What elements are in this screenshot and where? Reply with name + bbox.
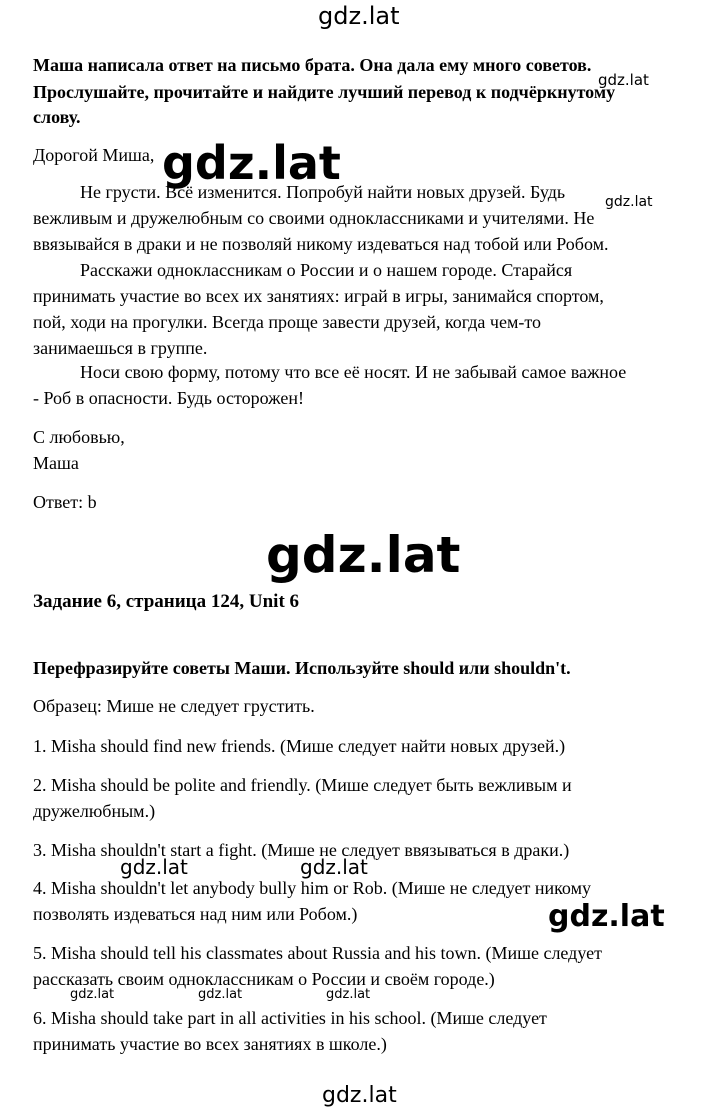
watermark-mid-1: gdz.lat	[120, 855, 188, 879]
letter-p2-line-3: пой, ходи на прогулки. Всегда проще завести друзей, когда чем-то	[33, 312, 541, 332]
watermark-small-5: gdz.lat	[326, 987, 371, 1002]
task-intro-line-3: слову.	[33, 107, 81, 127]
item-6-line-2: принимать участие во всех занятиях в школе.)	[33, 1034, 387, 1054]
watermark-mid-2: gdz.lat	[300, 855, 368, 879]
item-6-line-1: 6. Misha should take part in all activities in his school. (Мише следует	[33, 1008, 547, 1028]
item-2-line-2: дружелюбным.)	[33, 801, 156, 821]
answer-text: Ответ: b	[33, 492, 97, 512]
item-4-line-2: позволять издеваться над ним или Робом.)	[33, 904, 358, 924]
item-5-line-1: 5. Misha should tell his classmates about Russia and his town. (Мише следует	[33, 943, 602, 963]
letter-p3-line-1: Носи свою форму, потому что все её носят. И не забывай самое важное	[80, 362, 627, 382]
letter-p2-line-4: занимаешься в группе.	[33, 338, 208, 358]
letter-p1-line-1: Не грусти. Всё изменится. Попробуй найти новых друзей. Будь	[80, 182, 566, 202]
item-2-line-1: 2. Misha should be polite and friendly. (Мише следует быть вежливым и	[33, 775, 572, 795]
watermark-big-right: gdz.lat	[548, 899, 665, 934]
letter-greeting: Дорогой Миша,	[33, 145, 155, 165]
section-title: Задание 6, страница 124, Unit 6	[33, 591, 300, 612]
letter-p2-line-1: Расскажи одноклассникам о России и о нашем городе. Старайся	[80, 260, 573, 280]
watermark-big-center: gdz.lat	[266, 526, 461, 584]
watermark-bottom: gdz.lat	[322, 1083, 397, 1108]
letter-signature: Маша	[33, 453, 79, 473]
letter-p3-line-2: - Роб в опасности. Будь осторожен!	[33, 388, 304, 408]
item-1-line-1: 1. Misha should find new friends. (Мише следует найти новых друзей.)	[33, 736, 566, 756]
watermark-big-1: gdz.lat	[162, 136, 341, 190]
item-5-line-2: рассказать своим одноклассникам о России и своём городе.)	[33, 969, 495, 989]
watermark-top: gdz.lat	[318, 2, 400, 30]
item-4-line-1: 4. Misha shouldn't let anybody bully him or Rob. (Мише не следует никому	[33, 878, 591, 898]
task-intro-line-2: Прослушайте, прочитайте и найдите лучший перевод к подчёркнутому	[33, 82, 616, 102]
watermark-small-3: gdz.lat	[70, 987, 115, 1002]
watermark-small-4: gdz.lat	[198, 987, 243, 1002]
example-text: Образец: Мише не следует грустить.	[33, 696, 315, 716]
task2-instruction: Перефразируйте советы Маши. Используйте should или shouldn't.	[33, 658, 571, 678]
watermark-small-1: gdz.lat	[598, 71, 649, 89]
letter-p1-line-2: вежливым и дружелюбным со своими одноклассниками и учителями. Не	[33, 208, 595, 228]
item-3-line-1: 3. Misha shouldn't start a fight. (Мише не следует ввязываться в драки.)	[33, 840, 570, 860]
task-intro-line-1: Маша написала ответ на письмо брата. Она дала ему много советов.	[33, 55, 592, 75]
letter-closing: С любовью,	[33, 427, 125, 447]
letter-p1-line-3: ввязывайся в драки и не позволяй никому издеваться над тобой или Робом.	[33, 234, 609, 254]
watermark-small-2: gdz.lat	[605, 194, 653, 210]
letter-p2-line-2: принимать участие во всех их занятиях: играй в игры, занимайся спортом,	[33, 286, 604, 306]
